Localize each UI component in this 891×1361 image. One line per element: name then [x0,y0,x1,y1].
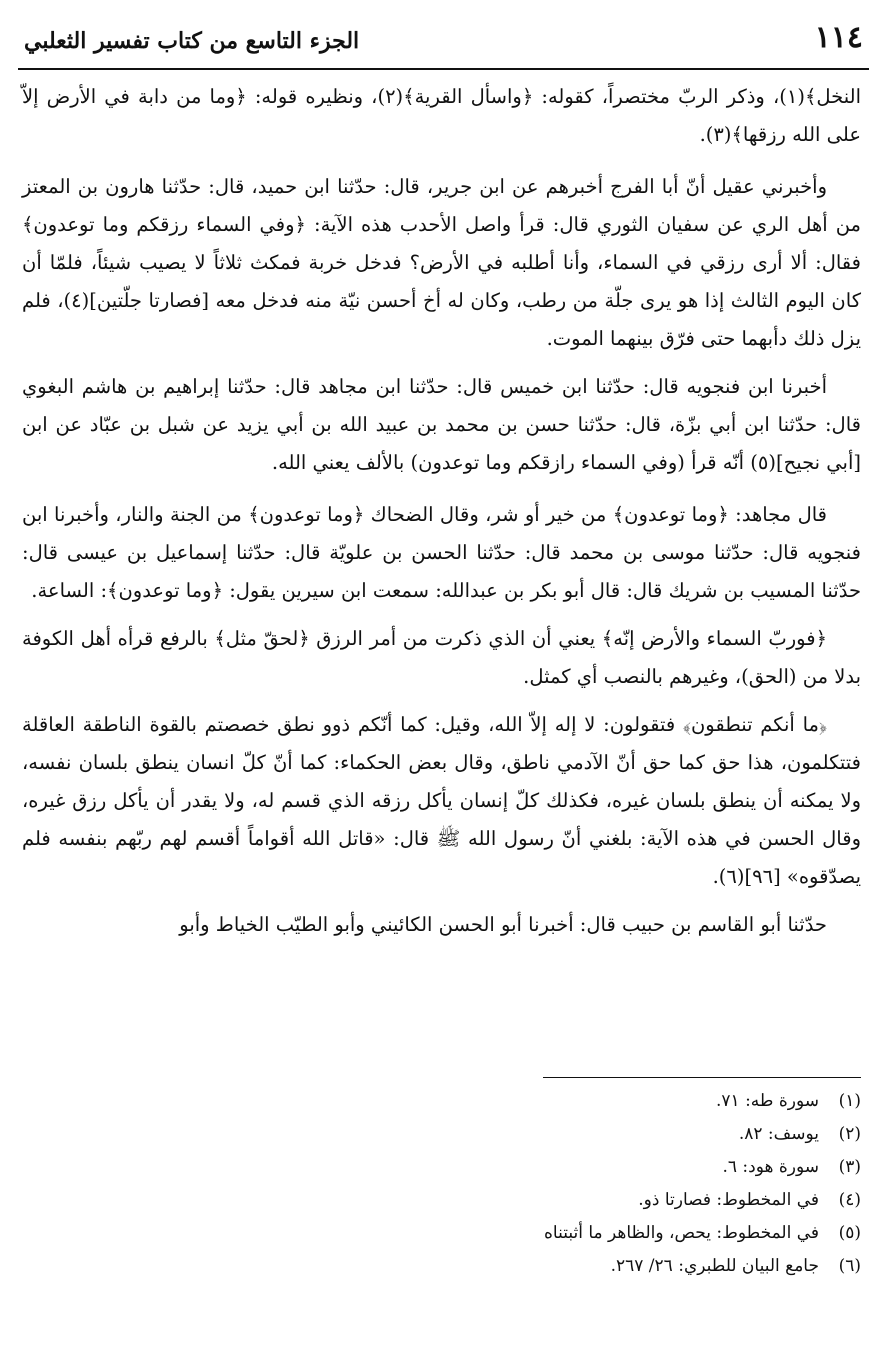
running-title: الجزء التاسع من كتاب تفسير الثعلبي [24,28,360,54]
paragraph: ﴿فوربّ السماء والأرض إنّه﴾ يعني أن الذي ذكرت من أمر الرزق ﴿لحقّ مثل﴾ بالرفع قرأه أهل الكوفة بدلا من (الحق)، وغيرهم بالنصب أي كمثل. [22,627,861,688]
main-text [22,78,861,954]
footnotes [441,1085,861,1283]
footnote [441,1085,861,1118]
paragraph: قال مجاهد: ﴿وما توعدون﴾ من خير أو شر، وقال الضحاك ﴿وما توعدون﴾ من الجنة والنار، وأخبرنا ابن فنجويه قال: حدّثنا موسى بن محمد قال: حدّثنا الحسن بن علويّة قال: حدّثنا إسماعيل بن عيسى قال: حدّثنا المسيب بن شريك قال: قال أبو بكر بن عبدالله: سمعت ابن سيرين يقول: ﴿وما توعدون﴾: الساعة. [22,503,861,602]
page-number: ١١٤ [814,20,863,55]
footnote-number: (٦) [838,1256,861,1276]
footnote [441,1250,861,1283]
footnote-number: (١) [838,1091,861,1111]
footnote-text: سورة هود: ٦. [722,1157,819,1177]
paragraph: وأخبرني عقيل أنّ أبا الفرج أخبرهم عن ابن جرير، قال: حدّثنا ابن حميد، قال: حدّثنا هارون بن المعتز من أهل الري عن سفيان الثوري قال: قرأ واصل الأحدب هذه الآية: ﴿وفي السماء رزقكم وما توعدون﴾ فقال: ألا أرى رزقي في السماء، وأنا أطلبه في الأرض؟ فدخل خربة فمكث ثلاثاً لا يصيب شيئاً، فلمّا أن كان اليوم الثالث إذا هو يرى جلّة من رطب، وكان له أخ أحسن نيّة منه فدخل معه [فصارتا جلّتين](٤)، فلم يزل ذلك دأبهما حتى فرّق بينهما الموت. [22,175,861,350]
footnote-number: (٣) [838,1157,861,1177]
footnote-text: في المخطوط: فصارتا ذو. [638,1190,819,1210]
footnote [441,1151,861,1184]
footnote-divider [543,1077,861,1078]
paragraph: النخل﴾(١)، وذكر الربّ مختصراً، كقوله: ﴿واسأل القرية﴾(٢)، ونظيره قوله: ﴿وما من دابة في الأرض إلاّ على الله رزقها﴾(٣). [22,85,861,146]
footnote-number: (٢) [838,1124,861,1144]
footnote-text: في المخطوط: يحص، والظاهر ما أثبتناه [543,1223,819,1243]
footnote-number: (٤) [838,1190,861,1210]
paragraph: ﴿ما أنكم تنطقون﴾ فتقولون: لا إله إلاّ الله، وقيل: كما أنّكم ذوو نطق خصصتم بالقوة الناطقة العاقلة فتتكلمون، هذا حق كما حق أنّ الآدمي ناطق، وقال بعض الحكماء: كما أنّ كلّ انسان ينطق بلسان نفسه، ولا يمكنه أن ينطق بلسان غيره، فكذلك كلّ إنسان يأكل رزقه الذي قسم له، ولا يقدر أن يأكل رزق غيره، وقال الحسن في هذه الآية: بلغني أنّ رسول الله ﷺ قال: «قاتل الله أقواماً أقسم لهم ربّهم بنفسه فلم يصدّقوه» [٩٦](٦). [22,713,861,888]
footnote-text: جامع البيان للطبري: ٢٦/ ٢٦٧. [610,1256,819,1276]
footnote [441,1184,861,1217]
footnote [441,1217,861,1250]
footnote [441,1118,861,1151]
footnote-number: (٥) [838,1223,861,1243]
page-header [18,18,869,70]
footnote-text: يوسف: ٨٢. [738,1124,819,1144]
paragraph: حدّثنا أبو القاسم بن حبيب قال: أخبرنا أبو الحسن الكائيني وأبو الطيّب الخياط وأبو [179,913,827,936]
footnote-text: سورة طه: ٧١. [716,1091,819,1111]
paragraph: أخبرنا ابن فنجويه قال: حدّثنا ابن خميس قال: حدّثنا ابن مجاهد قال: حدّثنا إبراهيم بن هاشم البغوي قال: حدّثنا ابن أبي بزّة، قال: حدّثنا حسن بن محمد بن عبيد الله بن أبي يزيد عن شبل بن عبّاد عن ابن [أبي نجيح](٥) أنّه قرأ (وفي السماء رازقكم وما توعدون) بالألف يعني الله. [22,375,861,474]
